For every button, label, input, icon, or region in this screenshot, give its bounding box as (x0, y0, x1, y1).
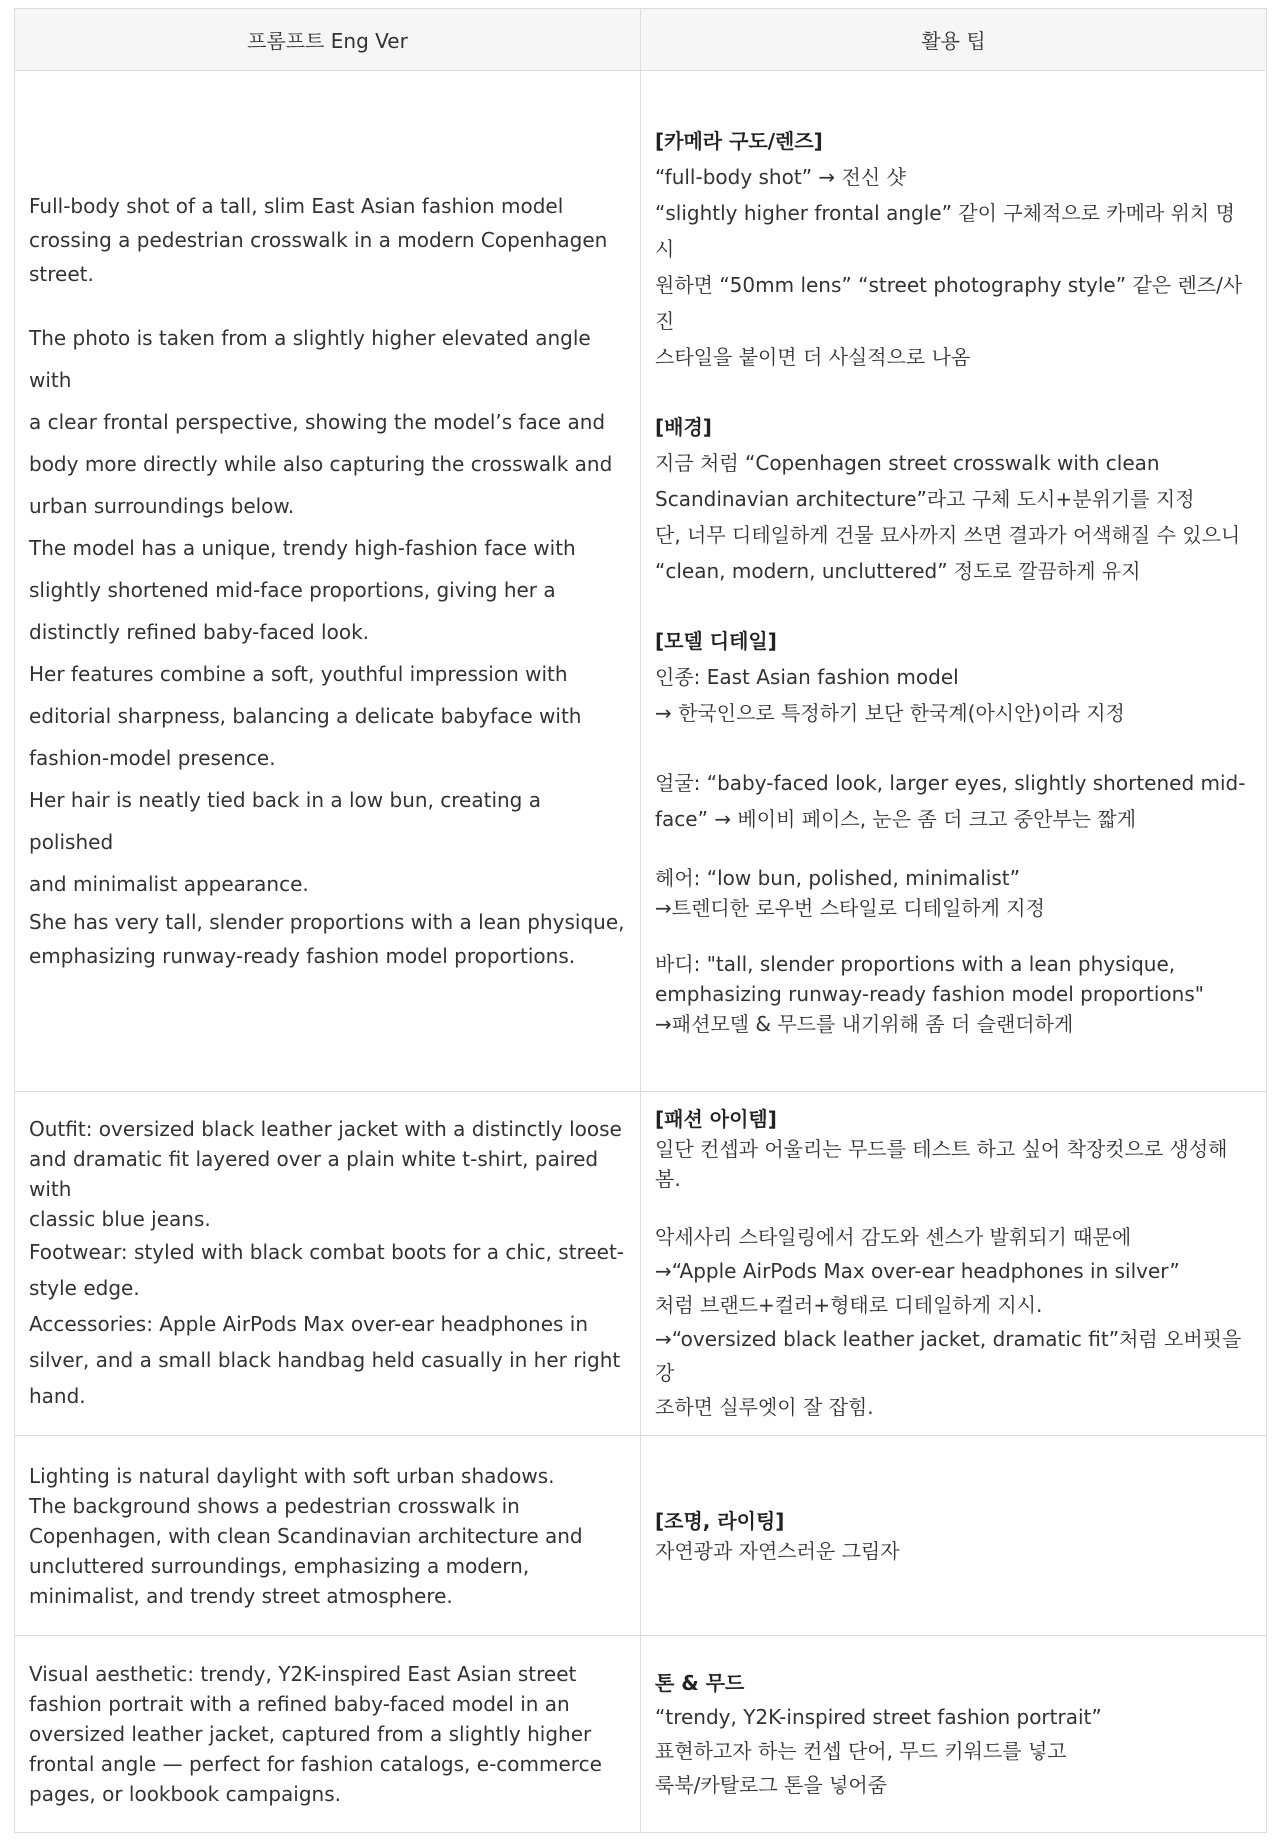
prompt-paragraph (29, 1234, 626, 1414)
prompt-line: a clear frontal perspective, showing the model’s face and (29, 410, 606, 434)
tip-block-face (655, 765, 1252, 837)
prompt-cell (15, 1092, 641, 1436)
prompt-cell (15, 71, 641, 1092)
tip-line: 바디: "tall, slender proportions with a lean physique, (655, 952, 1176, 976)
prompt-line: Footwear: styled with black combat boots for a chic, street- (29, 1239, 625, 1264)
tip-line: →“oversized black leather jacket, dramatic fit”처럼 오버핏을 강 (655, 1326, 1242, 1385)
table-header-row (15, 9, 1267, 71)
prompt-paragraph (29, 1114, 626, 1234)
prompt-line: emphasizing runway-ready fashion model proportions. (29, 944, 576, 968)
prompt-line: frontal angle — perfect for fashion catalogs, e-commerce (29, 1752, 602, 1776)
prompt-line: fashion-model presence. (29, 746, 276, 770)
prompt-line: The model has a unique, trendy high-fashion face with (29, 536, 576, 560)
prompt-paragraph (29, 189, 626, 291)
table-row (15, 1636, 1267, 1833)
tip-heading: [배경] (655, 415, 712, 439)
prompt-line: slightly shortened mid-face proportions, giving her a (29, 578, 556, 602)
prompt-line: fashion portrait with a refined baby-faced model in an (29, 1692, 570, 1716)
prompt-line: Her features combine a soft, youthful impression with (29, 662, 568, 686)
tip-heading: [카메라 구도/렌즈] (655, 129, 823, 153)
tip-heading: [패션 아이템] (655, 1106, 777, 1131)
prompt-line: Full-body shot of a tall, slim East Asian fashion model (29, 194, 564, 218)
prompt-line: minimalist, and trendy street atmosphere. (29, 1583, 453, 1608)
prompt-tips-table (14, 8, 1267, 1833)
prompt-line: uncluttered surroundings, emphasizing a modern, (29, 1553, 530, 1578)
tip-line: 얼굴: “baby-faced look, larger eyes, slightly shortened mid- (655, 771, 1246, 795)
prompt-line: oversized leather jacket, captured from a slightly higher (29, 1722, 592, 1746)
prompt-line: distinctly refined baby-faced look. (29, 620, 370, 644)
prompt-line: The photo is taken from a slightly higher elevated angle with (29, 326, 591, 392)
header-usage-tips: 활용 팁 (641, 9, 1267, 71)
prompt-line: and dramatic fit layered over a plain white t-shirt, paired with (29, 1146, 599, 1201)
tip-line: →패션모델 & 무드를 내기위해 좀 더 슬랜더하게 (655, 1012, 1074, 1036)
prompt-line: classic blue jeans. (29, 1206, 211, 1231)
tip-line: 악세사리 스타일링에서 감도와 센스가 발휘되기 때문에 (655, 1224, 1132, 1249)
prompt-line: editorial sharpness, balancing a delicate babyface with (29, 704, 582, 728)
prompt-line: silver, and a small black handbag held casually in her right (29, 1347, 621, 1372)
table-row (15, 71, 1267, 1092)
table-row (15, 1436, 1267, 1636)
tip-line: →트렌디한 로우번 스타일로 디테일하게 지정 (655, 896, 1045, 920)
prompt-line: Her hair is neatly tied back in a low bun, creating a polished (29, 788, 541, 854)
tip-cell (641, 1636, 1267, 1833)
tip-block-hair (655, 863, 1252, 923)
tip-line: emphasizing runway-ready fashion model proportions" (655, 982, 1204, 1006)
tip-line: “clean, modern, uncluttered” 정도로 깔끔하게 유지 (655, 559, 1141, 583)
tip-line: “trendy, Y2K-inspired street fashion portrait” (655, 1705, 1102, 1729)
prompt-line: hand. (29, 1383, 86, 1408)
tip-line: 일단 컨셉과 어울리는 무드를 테스트 하고 싶어 착장컷으로 생성해봄. (655, 1136, 1228, 1191)
tip-heading: [조명, 라이팅] (655, 1508, 785, 1533)
prompt-line: style edge. (29, 1275, 140, 1300)
prompt-line: Copenhagen, with clean Scandinavian architecture and (29, 1523, 583, 1548)
tip-line: 지금 처럼 “Copenhagen street crosswalk with clean (655, 451, 1160, 475)
tip-line: 단, 너무 디테일하게 건물 묘사까지 쓰면 결과가 어색해질 수 있으니 (655, 523, 1241, 547)
tip-block-camera (655, 123, 1252, 375)
tip-line: 헤어: “low bun, polished, minimalist” (655, 866, 1020, 890)
tip-cell (641, 1092, 1267, 1436)
prompt-line: crossing a pedestrian crosswalk in a modern Copenhagen (29, 228, 608, 252)
prompt-line: Outfit: oversized black leather jacket with a distinctly loose (29, 1116, 622, 1141)
prompt-line: pages, or lookbook campaigns. (29, 1782, 342, 1806)
tip-line: Scandinavian architecture”라고 구체 도시+분위기를 지정 (655, 487, 1195, 511)
tip-line: →“Apple AirPods Max over-ear headphones in silver” (655, 1258, 1180, 1283)
tip-line: → 한국인으로 특정하기 보단 한국계(아시안)이라 지정 (655, 701, 1125, 725)
prompt-line: urban surroundings below. (29, 494, 295, 518)
tip-cell (641, 71, 1267, 1092)
tip-heading: [모델 디테일] (655, 629, 777, 653)
prompt-cell (15, 1636, 641, 1833)
prompt-line: Accessories: Apple AirPods Max over-ear headphones in (29, 1311, 589, 1336)
tip-line: face” → 베이비 페이스, 눈은 좀 더 크고 중안부는 짧게 (655, 807, 1137, 831)
prompt-line: The background shows a pedestrian crosswalk in (29, 1493, 520, 1518)
tip-block-body (655, 949, 1252, 1039)
tip-block-background (655, 409, 1252, 589)
tip-line: 룩북/카탈로그 톤을 넣어줌 (655, 1773, 887, 1797)
tip-line: “slightly higher frontal angle” 같이 구체적으로 카메라 위치 명시 (655, 201, 1235, 261)
prompt-cell (15, 1436, 641, 1636)
tip-line: 조하면 실루엣이 잘 잡힘. (655, 1394, 874, 1419)
tip-line: “full-body shot” → 전신 샷 (655, 165, 906, 189)
prompt-line: Lighting is natural daylight with soft urban shadows. (29, 1463, 555, 1488)
prompt-paragraph (29, 905, 626, 973)
tip-line: 처럼 브랜드+컬러+형태로 디테일하게 지시. (655, 1292, 1043, 1317)
prompt-line: and minimalist appearance. (29, 872, 309, 896)
prompt-line: Visual aesthetic: trendy, Y2K-inspired East Asian street (29, 1662, 577, 1686)
prompt-line: She has very tall, slender proportions with a lean physique, (29, 910, 625, 934)
tip-heading: 톤 & 무드 (655, 1671, 745, 1695)
prompt-paragraph (29, 317, 626, 905)
prompt-tips-table-container (14, 8, 1266, 1833)
header-prompt-eng: 프롬프트 Eng Ver (15, 9, 641, 71)
prompt-line: street. (29, 262, 94, 286)
tip-line: 원하면 “50mm lens” “street photography style” 같은 렌즈/사진 (655, 273, 1243, 333)
tip-block-model (655, 623, 1252, 731)
tip-line: 인종: East Asian fashion model (655, 665, 959, 689)
tip-line: 스타일을 붙이면 더 사실적으로 나옴 (655, 345, 971, 369)
prompt-line: body more directly while also capturing the crosswalk and (29, 452, 613, 476)
tip-line: 자연광과 자연스러운 그림자 (655, 1538, 900, 1563)
tip-line: 표현하고자 하는 컨셉 단어, 무드 키워드를 넣고 (655, 1739, 1067, 1763)
table-row (15, 1092, 1267, 1436)
tip-cell (641, 1436, 1267, 1636)
